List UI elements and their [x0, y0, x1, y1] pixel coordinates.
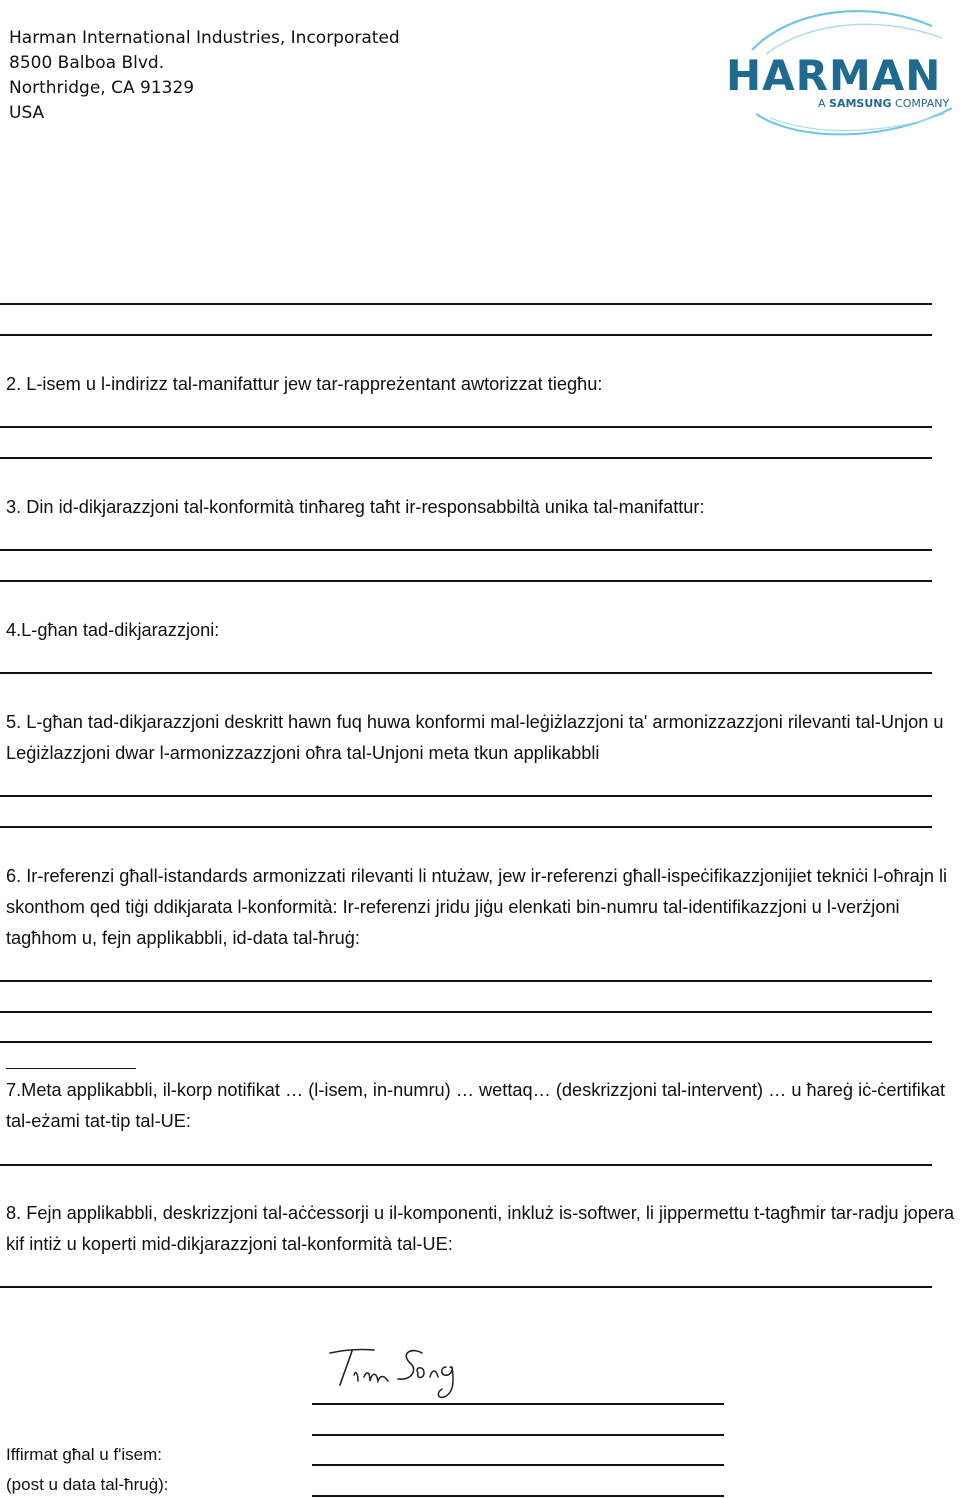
blank-line: [0, 826, 932, 828]
footnote-separator: [6, 1068, 136, 1069]
section-6-text: 6. Ir-referenzi għall-istandards armonizzati rilevanti li ntużaw, jew ir-referenzi għall-ispeċifikazzjonijiet tekniċi l-oħrajn li skonthom qed tiġi ddikjarata l-konformità: Ir-referenzi jridu jiġu elenkati bin-numru tal-identifikazzjoni u l-verżjoni tagħhom u, fejn applikabbli, id-data tal-ħruġ:: [6, 866, 948, 948]
blank-line: [0, 549, 932, 551]
address-line: Harman International Industries, Incorporated: [9, 28, 400, 48]
logo-tagline-prefix: A: [818, 97, 826, 110]
section-3-text: 3. Din id-dikjarazzjoni tal-konformità tinħareg taħt ir-responsabbiltà unika tal-manifattur:: [6, 497, 705, 517]
address-line: USA: [9, 103, 45, 123]
blank-line: [0, 303, 932, 305]
blank-line: [0, 1164, 932, 1166]
section-5-text: 5. L-għan tad-dikjarazzjoni deskritt hawn fuq huwa konformi mal-leġiżlazzjoni ta' armonizzazzjoni rilevanti tal-Unjon u Leġiżlazzjoni dwar l-armonizzazzjoni oħra tal-Unjoni meta tkun applikabbli: [6, 712, 944, 763]
blank-line: [0, 426, 932, 428]
section-2-text: 2. L-isem u l-indirizz tal-manifattur jew tar-rappreżentant awtorizzat tiegħu:: [6, 374, 603, 394]
signed-for-label: Iffirmat għal u f'isem:: [6, 1445, 162, 1464]
logo-tagline-brand: SAMSUNG: [829, 97, 892, 110]
handwritten-signature: [326, 1337, 476, 1407]
blank-line: [0, 980, 932, 982]
signature-line: [312, 1403, 724, 1405]
logo-tagline: [818, 97, 950, 110]
signature-stroke-im: [354, 1373, 388, 1381]
blank-line: [0, 457, 932, 459]
logo-swoosh-bottom-2: [770, 114, 944, 130]
logo-wordmark: HARMAN: [726, 51, 942, 100]
blank-line: [0, 672, 932, 674]
harman-logo: [722, 4, 972, 136]
section-7-text: 7.Meta applikabbli, il-korp notifikat … (l-isem, in-numru) … wettaq… (deskrizzjoni tal-intervent) … u ħareġ iċ-ċertifikat tal-eżami tat-tip tal-UE:: [6, 1080, 945, 1131]
blank-line: [0, 1041, 932, 1043]
blank-line: [312, 1495, 724, 1497]
blank-line: [0, 1286, 932, 1288]
address-line: 8500 Balboa Blvd.: [9, 53, 165, 73]
logo-tagline-suffix: COMPANY: [895, 97, 950, 110]
blank-line: [312, 1434, 724, 1436]
address-line: Northridge, CA 91329: [9, 78, 195, 98]
blank-line: [0, 580, 932, 582]
logo-swoosh-top-2: [766, 24, 942, 54]
section-4-text: 4.L-għan tad-dikjarazzjoni:: [6, 620, 220, 640]
company-address: [9, 26, 400, 126]
logo-swoosh-top: [752, 11, 932, 50]
signature-stroke-T: [330, 1349, 374, 1385]
signature-stroke-ong: [417, 1367, 453, 1397]
blank-line: [0, 334, 932, 336]
place-date-label: (post u data tal-ħruġ):: [6, 1475, 169, 1494]
section-8-text: 8. Fejn applikabbli, deskrizzjoni tal-aċċessorji u il-komponenti, inkluż is-softwer, li jippermettu t-tagħmir tar-radju jopera kif intiż u koperti mid-dikjarazzjoni tal-konformità tal-UE:: [6, 1203, 955, 1254]
blank-line: [0, 1011, 932, 1013]
blank-line: [0, 795, 932, 797]
blank-line: [312, 1464, 724, 1466]
